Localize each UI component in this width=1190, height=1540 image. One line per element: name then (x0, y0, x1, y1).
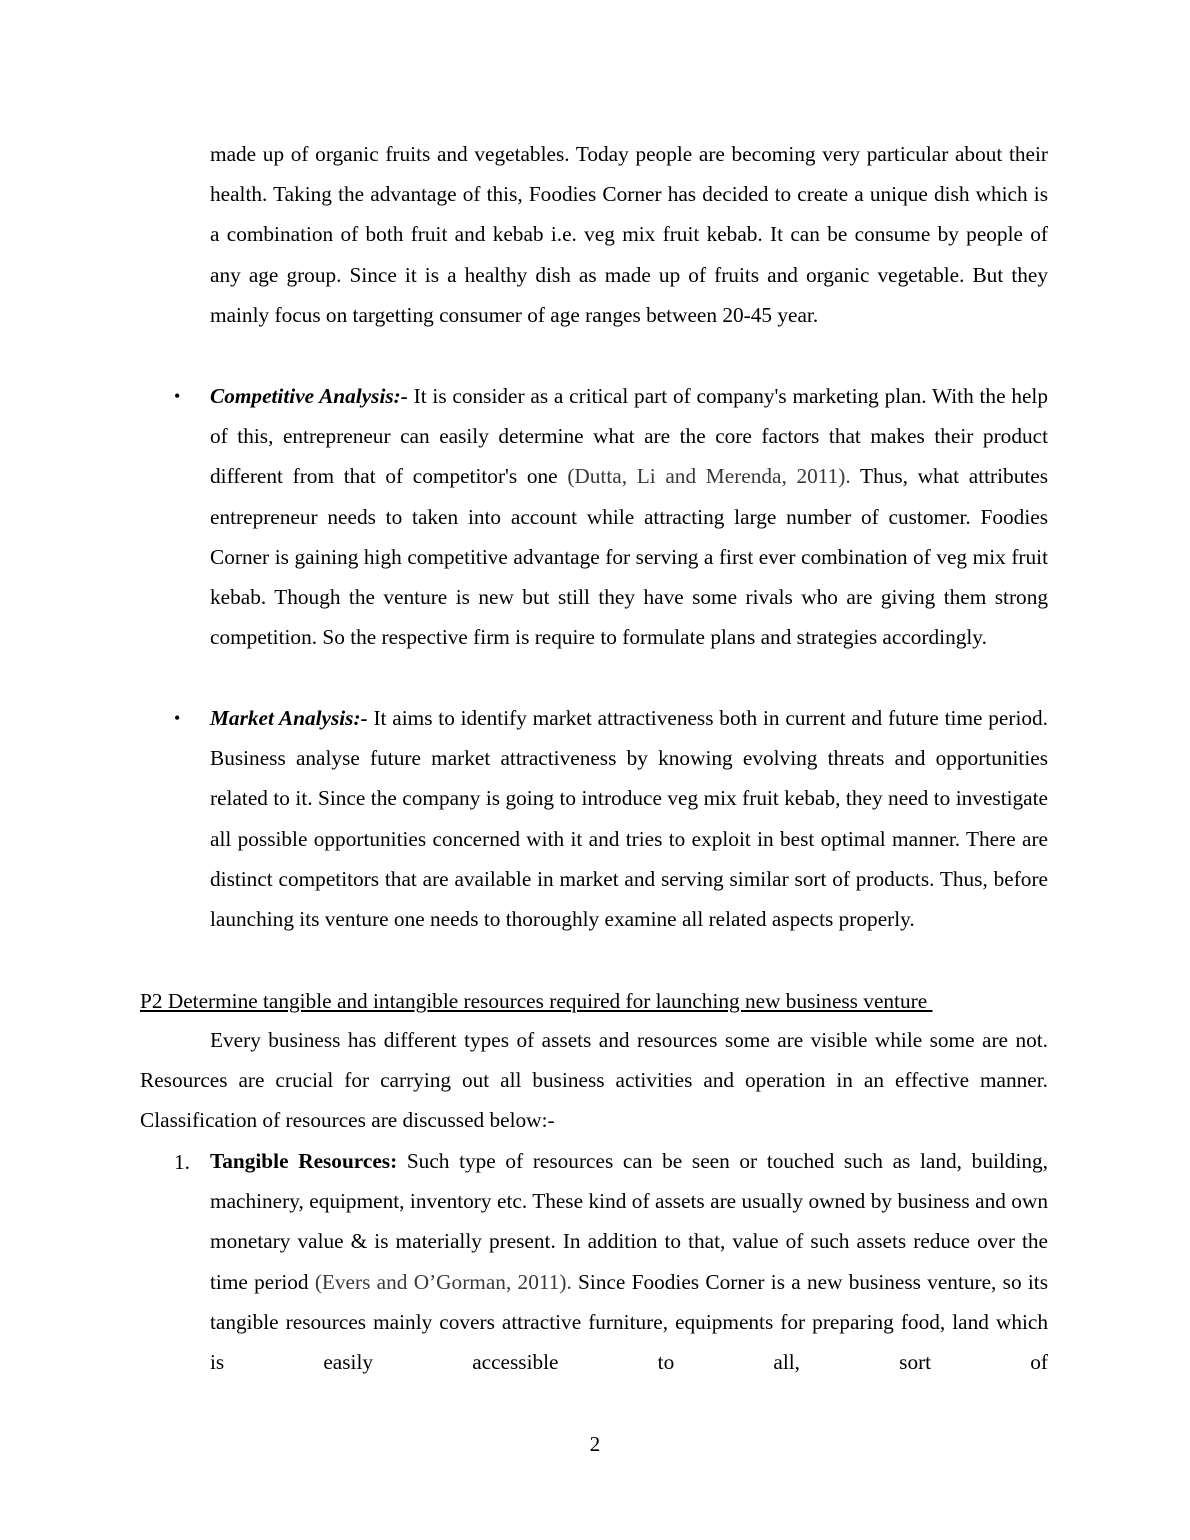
numbered-item-tangible-resources (210, 1141, 1048, 1382)
section-heading: P2 Determine tangible and intangible resources required for launching new business venture (140, 989, 933, 1013)
item-text: Such type of resources can be seen or touched such as land, building, machinery, equipment, inventory etc. These kind of assets are usually owned by business and own monetary value & is materially present. In addition to that, value of such assets reduce over the time period (210, 1149, 1048, 1294)
bullet-icon: • (174, 386, 181, 406)
bullet-competitive-analysis (210, 376, 1048, 657)
bullet-title: Market Analysis:- (210, 706, 368, 730)
list-number: 1. (174, 1150, 190, 1174)
item-text: Since Foodies Corner is a new business venture, so its tangible resources mainly covers attractive furniture, equipments for preparing food, land which is easily accessible to all, sort of (210, 1269, 1048, 1375)
bullet-text: Thus, what attributes entrepreneur needs to taken into account while attracting large number of customer. Foodies Corner is gaining high competitive advantage for serving a first ever combination of veg mix fruit kebab. Though the venture is new but still they have some rivals who are giving them strong competition. So the respective firm is require to formulate plans and strategies accordingly. (210, 464, 1048, 650)
section-intro (140, 1020, 1048, 1141)
citation: (Evers and O’Gorman, 2011). (314, 1269, 572, 1294)
intro-paragraph-text: made up of organic fruits and vegetables. Today people are becoming very particular about their health. Taking the advantage of this, Foodies Corner has decided to create a unique dish which is a combination of both fruit and kebab i.e. veg mix fruit kebab. It can be consume by people of any age group. Since it is a healthy dish as made up of fruits and organic vegetable. But they mainly focus on targetting consumer of age ranges between 20-45 year. (210, 142, 1048, 327)
citation: (Dutta, Li and Merenda, 2011). (567, 464, 851, 489)
bullet-text: It is consider as a critical part of company's marketing plan. With the help of this, entrepreneur can easily determine what are the core factors that makes their product different from that of competitor's one (210, 384, 1048, 489)
intro-paragraph (210, 134, 1048, 335)
bullet-icon: • (174, 708, 181, 728)
bullet-text: It aims to identify market attractiveness both in current and future time period. Business analyse future market attractiveness by knowing evolving threats and opportunities related to it. Since the company is going to introduce veg mix fruit kebab, they need to investigate all possible opportunities concerned with it and tries to exploit in best optimal manner. There are distinct competitors that are available in market and serving similar sort of products. Thus, before launching its venture one needs to thoroughly examine all related aspects properly. (210, 706, 1048, 932)
bullet-title: Competitive Analysis:- (210, 384, 408, 408)
bullet-market-analysis (210, 698, 1048, 939)
item-title: Tangible Resources: (210, 1149, 398, 1173)
section-intro-text: Every business has different types of assets and resources some are visible while some are not. Resources are crucial for carrying out all business activities and operation in an effective manner. Classification of resources are discussed below:- (140, 1028, 1048, 1133)
page-number: 2 (589, 1432, 601, 1456)
